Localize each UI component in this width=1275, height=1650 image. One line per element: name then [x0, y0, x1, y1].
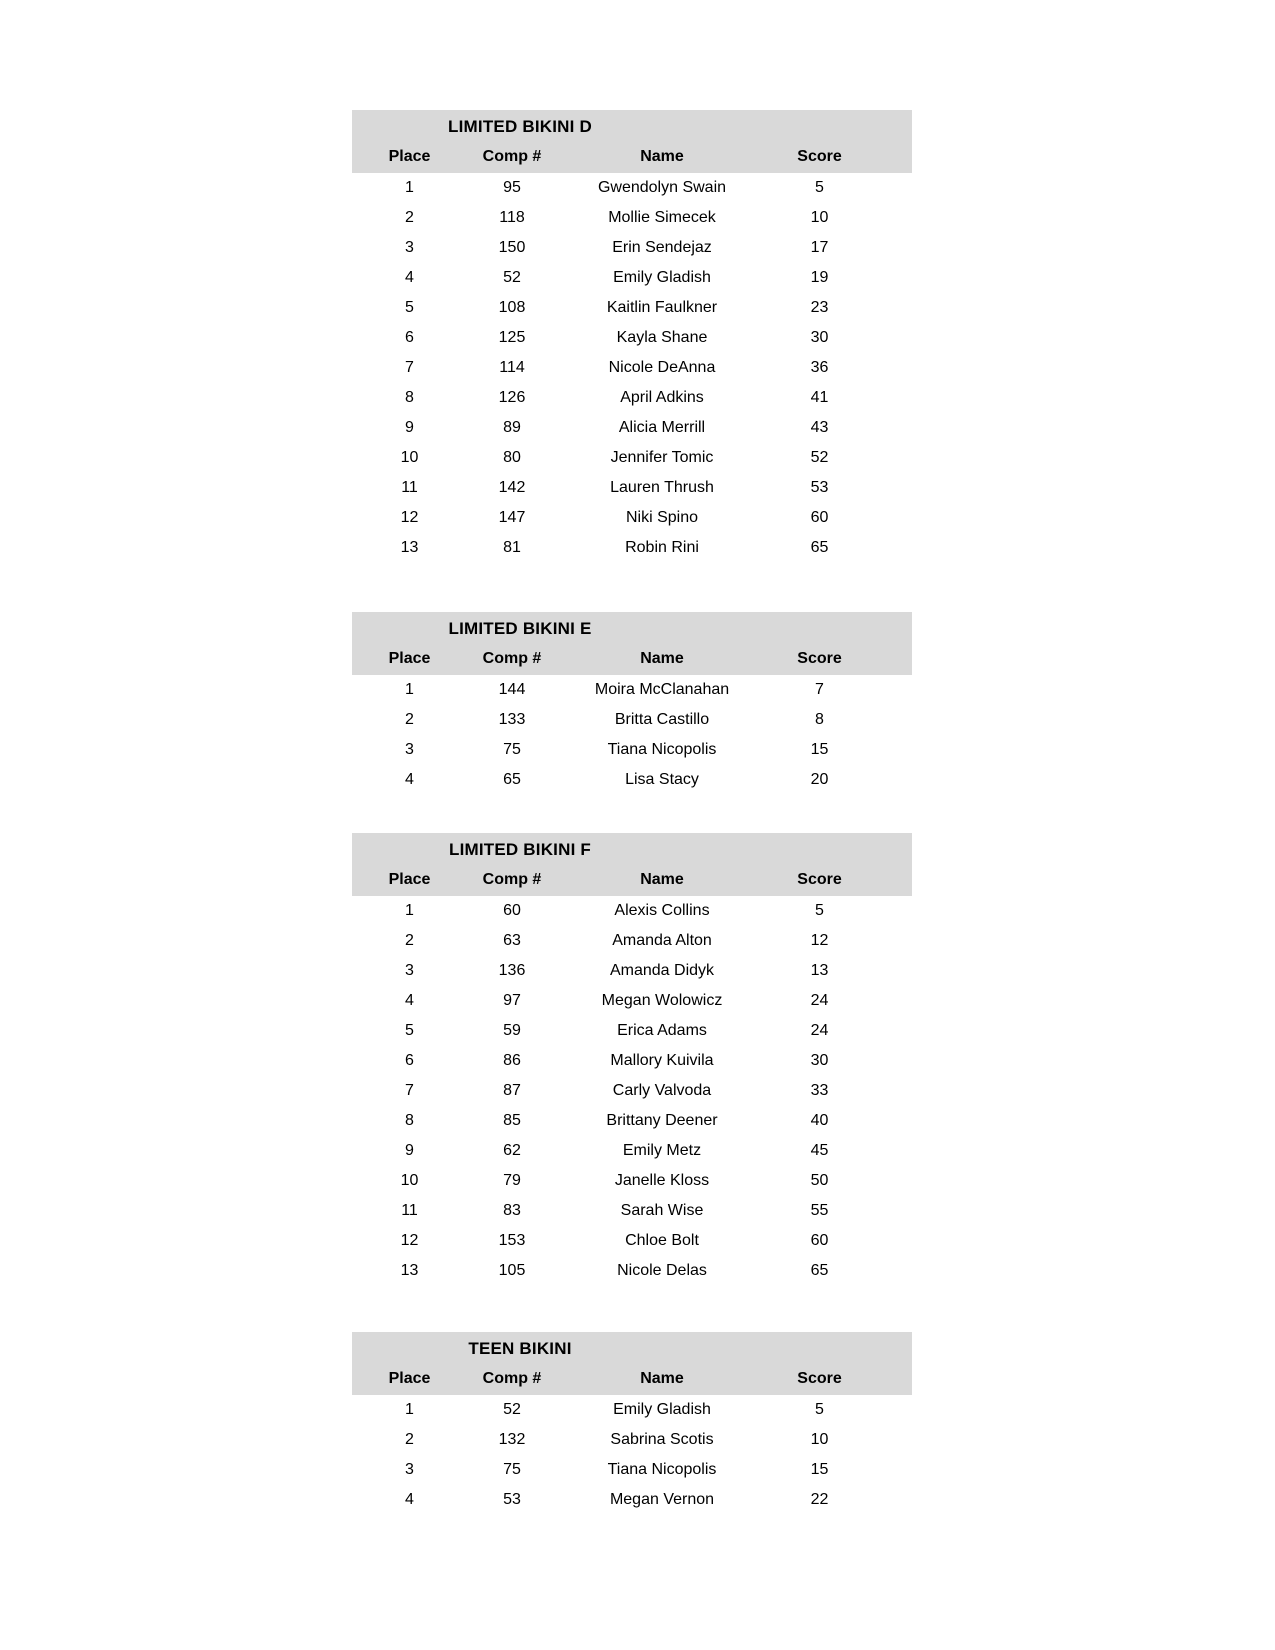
- comp-number-cell: 87: [503, 1082, 521, 1099]
- name-cell: Carly Valvoda: [612, 1082, 712, 1099]
- place-cell: 4: [405, 992, 414, 1009]
- table-row: [352, 926, 912, 956]
- place-cell: 10: [400, 449, 419, 466]
- place-cell: 2: [405, 711, 414, 728]
- header-filler: [872, 1364, 912, 1395]
- place-cell: 3: [405, 1461, 414, 1478]
- name-cell: Kaitlin Faulkner: [606, 299, 718, 316]
- place-cell: 11: [401, 1202, 418, 1219]
- table-row: [352, 705, 912, 735]
- table-row: [352, 533, 912, 563]
- score-cell: 12: [810, 932, 829, 949]
- score-cell: 15: [810, 741, 829, 758]
- score-cell: 45: [810, 1142, 829, 1159]
- table-row: [352, 1425, 912, 1455]
- name-cell: Niki Spino: [625, 509, 699, 526]
- comp-number-cell: 118: [499, 209, 525, 226]
- comp-number-cell: 75: [503, 1461, 521, 1478]
- score-cell: 5: [815, 179, 824, 196]
- table-row: [352, 1166, 912, 1196]
- table-row: [352, 383, 912, 413]
- comp-number-cell: 75: [503, 741, 521, 758]
- score-cell: 22: [810, 1491, 829, 1508]
- comp-number-cell: 144: [498, 681, 526, 698]
- column-header-place: Place: [388, 148, 431, 165]
- comp-number-cell: 108: [498, 299, 526, 316]
- name-cell: Emily Metz: [622, 1142, 702, 1159]
- place-cell: 9: [405, 1142, 414, 1159]
- comp-number-cell: 52: [503, 1401, 521, 1418]
- header-filler: [872, 142, 912, 173]
- place-cell: 6: [405, 329, 414, 346]
- table-row: [352, 1136, 912, 1166]
- name-cell: Tiana Nicopolis: [607, 1461, 717, 1478]
- name-cell: Brittany Deener: [606, 1112, 718, 1129]
- column-header-comp-number: Comp #: [482, 148, 542, 165]
- score-cell: 24: [810, 1022, 829, 1039]
- table-row: [352, 173, 912, 203]
- comp-number-cell: 60: [503, 902, 521, 919]
- name-cell: Britta Castillo: [614, 711, 710, 728]
- comp-number-cell: 79: [503, 1172, 521, 1189]
- name-cell: Gwendolyn Swain: [597, 179, 727, 196]
- table-row: [352, 735, 912, 765]
- column-header-place: Place: [388, 1370, 431, 1387]
- table-title-row: [352, 833, 912, 865]
- comp-number-cell: 62: [503, 1142, 521, 1159]
- name-cell: Megan Wolowicz: [601, 992, 723, 1009]
- table-row: [352, 986, 912, 1016]
- score-cell: 17: [810, 239, 829, 256]
- results-table: [352, 833, 912, 1286]
- table-row: [352, 1196, 912, 1226]
- table-header-row: [352, 644, 912, 675]
- name-cell: Chloe Bolt: [625, 1232, 699, 1249]
- column-header-comp-number: Comp #: [482, 1370, 542, 1387]
- table-row: [352, 263, 912, 293]
- place-cell: 2: [405, 1431, 414, 1448]
- table-title: LIMITED BIKINI D: [448, 117, 592, 136]
- table-row: [352, 765, 912, 795]
- comp-number-cell: 132: [498, 1431, 526, 1448]
- column-header-score: Score: [797, 148, 842, 165]
- score-cell: 30: [810, 329, 829, 346]
- comp-number-cell: 114: [499, 359, 525, 376]
- place-cell: 12: [400, 1232, 419, 1249]
- table-row: [352, 293, 912, 323]
- comp-number-cell: 81: [503, 539, 521, 556]
- place-cell: 4: [405, 1491, 414, 1508]
- table-row: [352, 323, 912, 353]
- comp-number-cell: 126: [498, 389, 526, 406]
- place-cell: 8: [405, 389, 414, 406]
- table-row: [352, 503, 912, 533]
- table-title-row: [352, 1332, 912, 1364]
- name-cell: Jennifer Tomic: [610, 449, 714, 466]
- place-cell: 7: [405, 1082, 414, 1099]
- place-cell: 1: [405, 179, 414, 196]
- comp-number-cell: 80: [503, 449, 521, 466]
- name-cell: Amanda Alton: [612, 932, 712, 949]
- score-cell: 5: [815, 1401, 824, 1418]
- score-cell: 19: [810, 269, 829, 286]
- place-cell: 13: [400, 539, 419, 556]
- score-cell: 43: [810, 419, 829, 436]
- table-row: [352, 1106, 912, 1136]
- score-cell: 20: [810, 771, 829, 788]
- table-row: [352, 675, 912, 705]
- comp-number-cell: 83: [503, 1202, 521, 1219]
- score-cell: 15: [810, 1461, 829, 1478]
- table-row: [352, 896, 912, 926]
- name-cell: Megan Vernon: [609, 1491, 715, 1508]
- column-header-score: Score: [797, 1370, 842, 1387]
- score-cell: 53: [810, 479, 829, 496]
- name-cell: Alicia Merrill: [618, 419, 706, 436]
- column-header-name: Name: [640, 871, 684, 888]
- comp-number-cell: 86: [503, 1052, 521, 1069]
- table-title-row: [352, 612, 912, 644]
- place-cell: 2: [405, 932, 414, 949]
- table-row: [352, 1076, 912, 1106]
- score-cell: 8: [815, 711, 824, 728]
- score-cell: 52: [810, 449, 829, 466]
- column-header-name: Name: [640, 148, 684, 165]
- name-cell: Alexis Collins: [614, 902, 710, 919]
- score-cell: 13: [810, 962, 829, 979]
- score-cell: 23: [810, 299, 829, 316]
- column-header-place: Place: [388, 650, 431, 667]
- score-cell: 40: [810, 1112, 829, 1129]
- comp-number-cell: 153: [498, 1232, 526, 1249]
- column-header-place: Place: [388, 871, 431, 888]
- table-row: [352, 473, 912, 503]
- name-cell: Robin Rini: [625, 539, 699, 556]
- table-row: [352, 1485, 912, 1515]
- score-cell: 65: [810, 1262, 829, 1279]
- place-cell: 6: [405, 1052, 414, 1069]
- comp-number-cell: 133: [498, 711, 526, 728]
- place-cell: 5: [405, 299, 414, 316]
- table-row: [352, 1455, 912, 1485]
- table-row: [352, 1256, 912, 1286]
- column-header-name: Name: [640, 650, 684, 667]
- place-cell: 2: [405, 209, 414, 226]
- comp-number-cell: 147: [498, 509, 526, 526]
- header-filler: [872, 644, 912, 675]
- place-cell: 3: [405, 239, 414, 256]
- table-row: [352, 443, 912, 473]
- table-row: [352, 956, 912, 986]
- place-cell: 4: [405, 269, 414, 286]
- place-cell: 1: [405, 681, 414, 698]
- results-table: [352, 1332, 912, 1515]
- name-cell: Janelle Kloss: [614, 1172, 710, 1189]
- score-cell: 10: [810, 1431, 829, 1448]
- comp-number-cell: 89: [503, 419, 521, 436]
- table-row: [352, 1016, 912, 1046]
- name-cell: Mallory Kuivila: [610, 1052, 714, 1069]
- comp-number-cell: 52: [503, 269, 521, 286]
- name-cell: Emily Gladish: [613, 1401, 711, 1418]
- comp-number-cell: 105: [498, 1262, 526, 1279]
- score-cell: 65: [810, 539, 829, 556]
- column-header-score: Score: [797, 871, 842, 888]
- name-cell: Nicole Delas: [617, 1262, 707, 1279]
- comp-number-cell: 150: [498, 239, 526, 256]
- name-cell: Kayla Shane: [616, 329, 708, 346]
- table-row: [352, 1046, 912, 1076]
- score-cell: 41: [810, 389, 829, 406]
- place-cell: 1: [405, 902, 414, 919]
- score-cell: 60: [810, 509, 829, 526]
- place-cell: 12: [400, 509, 419, 526]
- name-cell: Lauren Thrush: [610, 479, 714, 496]
- name-cell: Moira McClanahan: [594, 681, 730, 698]
- comp-number-cell: 59: [503, 1022, 521, 1039]
- name-cell: Mollie Simecek: [608, 209, 716, 226]
- score-cell: 30: [810, 1052, 829, 1069]
- table-header-row: [352, 865, 912, 896]
- name-cell: Tiana Nicopolis: [607, 741, 717, 758]
- place-cell: 9: [405, 419, 414, 436]
- place-cell: 8: [405, 1112, 414, 1129]
- comp-number-cell: 95: [503, 179, 521, 196]
- name-cell: Amanda Didyk: [609, 962, 715, 979]
- score-cell: 7: [815, 681, 824, 698]
- comp-number-cell: 65: [503, 771, 521, 788]
- place-cell: 3: [405, 962, 414, 979]
- score-cell: 33: [810, 1082, 829, 1099]
- results-table: [352, 110, 912, 563]
- name-cell: Emily Gladish: [613, 269, 711, 286]
- place-cell: 5: [405, 1022, 414, 1039]
- table-row: [352, 233, 912, 263]
- comp-number-cell: 142: [498, 479, 526, 496]
- place-cell: 1: [405, 1401, 414, 1418]
- name-cell: Erica Adams: [617, 1022, 707, 1039]
- table-row: [352, 203, 912, 233]
- comp-number-cell: 63: [503, 932, 521, 949]
- name-cell: Sarah Wise: [620, 1202, 704, 1219]
- comp-number-cell: 85: [503, 1112, 521, 1129]
- table-row: [352, 353, 912, 383]
- place-cell: 3: [405, 741, 414, 758]
- table-title-row: [352, 110, 912, 142]
- results-table: [352, 612, 912, 795]
- score-cell: 24: [810, 992, 829, 1009]
- score-cell: 10: [810, 209, 829, 226]
- comp-number-cell: 136: [498, 962, 526, 979]
- comp-number-cell: 97: [503, 992, 521, 1009]
- name-cell: Lisa Stacy: [625, 771, 699, 788]
- header-filler: [872, 865, 912, 896]
- name-cell: Sabrina Scotis: [610, 1431, 714, 1448]
- column-header-score: Score: [797, 650, 842, 667]
- place-cell: 11: [401, 479, 418, 496]
- table-title: LIMITED BIKINI F: [448, 840, 592, 859]
- table-row: [352, 1226, 912, 1256]
- table-row: [352, 413, 912, 443]
- table-row: [352, 1395, 912, 1425]
- score-cell: 55: [810, 1202, 829, 1219]
- table-header-row: [352, 1364, 912, 1395]
- column-header-comp-number: Comp #: [482, 871, 542, 888]
- place-cell: 7: [405, 359, 414, 376]
- score-cell: 36: [810, 359, 829, 376]
- comp-number-cell: 53: [503, 1491, 521, 1508]
- column-header-comp-number: Comp #: [482, 650, 542, 667]
- table-header-row: [352, 142, 912, 173]
- score-cell: 50: [810, 1172, 829, 1189]
- comp-number-cell: 125: [498, 329, 526, 346]
- column-header-name: Name: [640, 1370, 684, 1387]
- score-cell: 60: [810, 1232, 829, 1249]
- score-cell: 5: [815, 902, 824, 919]
- name-cell: Nicole DeAnna: [608, 359, 716, 376]
- table-title: TEEN BIKINI: [468, 1339, 572, 1358]
- table-title: LIMITED BIKINI E: [448, 619, 592, 638]
- place-cell: 13: [400, 1262, 419, 1279]
- name-cell: Erin Sendejaz: [612, 239, 712, 256]
- place-cell: 10: [400, 1172, 419, 1189]
- place-cell: 4: [405, 771, 414, 788]
- name-cell: April Adkins: [620, 389, 704, 406]
